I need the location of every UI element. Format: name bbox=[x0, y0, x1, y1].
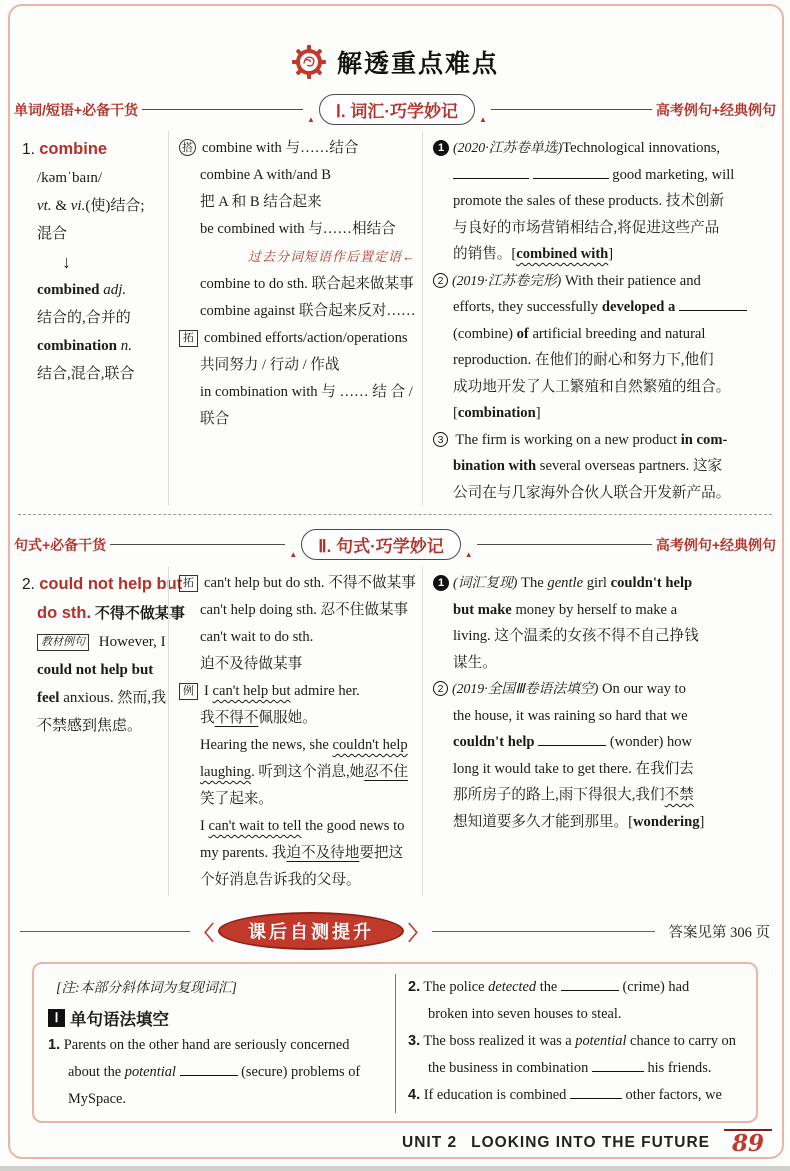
section-divider bbox=[18, 514, 772, 515]
fill-in-blank bbox=[570, 1086, 622, 1099]
text-line: 那所房子的路上,雨下得很大,我们不禁 bbox=[453, 787, 694, 803]
text-line: about the potential (secure) problems of bbox=[68, 1064, 361, 1080]
page-footer bbox=[402, 1129, 772, 1157]
text-line: 想知道要多久才能到那里。[wondering] bbox=[453, 813, 705, 830]
text-line: [combination] bbox=[453, 405, 541, 421]
gear-brain-icon bbox=[291, 44, 327, 80]
part-number-badge: Ⅰ bbox=[48, 1009, 65, 1027]
quiz-questions-left bbox=[48, 1032, 385, 1113]
page-title: 解透重点难点 bbox=[336, 50, 499, 78]
footer-book-title: LOOKING INTO THE FUTURE bbox=[471, 1134, 710, 1151]
banner-line bbox=[20, 931, 190, 932]
text-line: 搭 combine with 与……结合 bbox=[179, 135, 416, 162]
text-line: 拓 can't help but do sth. 不得不做某事 bbox=[179, 570, 416, 597]
text-line: 教材例句 However, I bbox=[22, 628, 162, 656]
text-line: 3 The firm is working on a new product in com- bbox=[433, 427, 768, 454]
sec2-pattern-column bbox=[16, 566, 185, 896]
text-line: my parents. 我迫不及待地要把这 bbox=[200, 845, 404, 861]
text-line: combine to do sth. 联合起来做某事 bbox=[200, 276, 414, 292]
text-line: the house, it was raining so hard that we bbox=[453, 707, 688, 724]
text-line: 1 (2020·江苏卷单选)Technological innovations, bbox=[433, 135, 768, 162]
text-line: 与良好的市场营销相结合,将促进这些产品 bbox=[453, 219, 720, 236]
text-line: living. 这个温柔的女孩不得不自己挣钱 bbox=[453, 628, 699, 644]
text-line: good marketing, will bbox=[433, 162, 768, 189]
text-line: 4. If education is combined other factors, we bbox=[408, 1087, 722, 1103]
section2-title-pill: Ⅱ. 句式·巧学妙记 bbox=[301, 529, 460, 560]
quiz-banner bbox=[20, 912, 770, 950]
text-line: couldn't help (wonder) how bbox=[453, 734, 693, 750]
sec2-phrases-column bbox=[168, 566, 422, 896]
text-line: broken into seven houses to steal. bbox=[428, 1006, 622, 1022]
banner-line bbox=[432, 931, 655, 932]
quiz-box bbox=[32, 962, 758, 1123]
text-line: 1. combine bbox=[22, 140, 108, 158]
section1-right-label: 高考例句+经典例句 bbox=[655, 101, 777, 118]
triangle-icon: ▲ bbox=[306, 115, 315, 124]
section2-content bbox=[16, 566, 774, 896]
text-line: ↓ bbox=[62, 252, 71, 272]
divider-line bbox=[110, 544, 285, 545]
section2-header bbox=[14, 529, 776, 560]
text-line: MySpace. bbox=[68, 1091, 126, 1107]
fill-in-blank bbox=[453, 166, 529, 179]
text-line: 的销售。[combined with] bbox=[453, 246, 614, 262]
text-line: feel anxious. 然而,我 bbox=[37, 690, 167, 706]
text-line: do sth. 不得不做某事 bbox=[37, 604, 185, 622]
fill-in-blank bbox=[538, 733, 606, 746]
text-line: reproduction. 在他们的耐心和努力下,他们 bbox=[453, 352, 714, 368]
sec1-examples-column bbox=[422, 131, 774, 506]
text-line: combined adj. bbox=[37, 282, 127, 298]
text-line: 3. The boss realized it was a potential chance to carry on bbox=[408, 1033, 736, 1049]
section1-left-label: 单词/短语+必备干货 bbox=[14, 101, 139, 118]
text-line: laughing. 听到这个消息,她忍不住 bbox=[200, 764, 408, 780]
text-line: 我不得不佩服她。 bbox=[200, 710, 317, 726]
text-line: bination with several overseas partners. 这家 bbox=[453, 458, 723, 474]
fill-in-blank bbox=[533, 166, 609, 179]
divider-line bbox=[142, 109, 303, 110]
text-line: 混合 bbox=[37, 226, 68, 242]
fill-in-blank bbox=[592, 1059, 644, 1072]
triangle-icon: ▲ bbox=[479, 115, 487, 124]
left-angle-icon: 〈 bbox=[194, 922, 214, 945]
text-line: but make money by herself to make a bbox=[453, 601, 678, 618]
text-line: 谋生。 bbox=[453, 654, 497, 671]
divider-line bbox=[477, 544, 652, 545]
text-line: 笑了起来。 bbox=[200, 791, 273, 807]
text-line: the business in combination his friends. bbox=[428, 1060, 712, 1076]
sec1-phrases-column bbox=[168, 131, 422, 506]
quiz-left-column bbox=[48, 974, 396, 1113]
text-line: combine against 联合起来反对…… bbox=[200, 303, 416, 319]
text-line: Hearing the news, she couldn't help bbox=[200, 737, 408, 753]
text-line: 共同努力 / 行动 / 作战 bbox=[200, 357, 340, 373]
fill-in-blank bbox=[180, 1063, 238, 1076]
text-line: 不禁感到焦虑。 bbox=[37, 718, 143, 734]
page-edge-shadow bbox=[0, 1166, 790, 1171]
page-header bbox=[0, 0, 790, 80]
section2-left-label: 句式+必备干货 bbox=[14, 536, 107, 553]
section2-right-label: 高考例句+经典例句 bbox=[655, 536, 777, 553]
page-number: 89 bbox=[724, 1129, 772, 1157]
text-line: I can't wait to tell the good news to bbox=[200, 818, 405, 834]
text-line: could not help but bbox=[37, 662, 154, 678]
part-title: 单句语法填空 bbox=[70, 1011, 169, 1029]
text-line: combine A with/and B bbox=[200, 167, 331, 183]
text-line: 成功地开发了人工繁殖和自然繁殖的组合。 bbox=[453, 378, 731, 395]
sec2-examples-column bbox=[422, 566, 774, 896]
text-line: 2 (2019·全国Ⅲ卷语法填空) On our way to bbox=[433, 676, 768, 703]
text-line: 联合 bbox=[200, 411, 230, 427]
divider-line bbox=[491, 109, 652, 110]
quiz-right-column bbox=[396, 974, 744, 1113]
text-line: 例 I can't help but admire her. bbox=[179, 678, 416, 705]
quiz-banner-title: 课后自测提升 bbox=[218, 912, 404, 950]
text-line: 迫不及待做某事 bbox=[200, 656, 303, 672]
text-line: /kəmˈbaɪn/ bbox=[37, 170, 102, 186]
text-line: 2 (2019·江苏卷完形) With their patience and bbox=[433, 268, 768, 295]
text-line: 结合,混合,联合 bbox=[37, 366, 135, 382]
text-line: 把 A 和 B 结合起来 bbox=[200, 194, 322, 210]
fill-in-blank bbox=[561, 978, 619, 991]
text-line: 结合的,合并的 bbox=[37, 310, 131, 326]
text-line: [注:本部分斜体词为复现词汇] bbox=[56, 980, 237, 995]
text-line: 拓 combined efforts/action/operations bbox=[179, 325, 416, 352]
text-line: 2. could not help but bbox=[22, 575, 183, 593]
text-line: be combined with 与……相结合 bbox=[200, 221, 396, 237]
text-line: long it would take to get there. 在我们去 bbox=[453, 760, 694, 777]
section1-header bbox=[14, 94, 776, 125]
text-line: efforts, they successfully developed a bbox=[433, 294, 768, 321]
section1-content bbox=[16, 131, 774, 506]
text-line: can't help doing sth. 忍不住做某事 bbox=[200, 602, 409, 618]
right-angle-icon: 〉 bbox=[408, 922, 428, 945]
footer-unit: UNIT 2 bbox=[402, 1134, 458, 1151]
triangle-icon: ▲ bbox=[289, 550, 298, 559]
text-line: promote the sales of these products. 技术创新 bbox=[453, 193, 725, 209]
text-line: in combination with 与 …… 结 合 / bbox=[200, 384, 413, 400]
fill-in-blank bbox=[679, 298, 747, 311]
text-line: 公司在与几家海外合伙人联合开发新产品。 bbox=[453, 484, 731, 501]
text-line: 1. Parents on the other hand are seriously concerned bbox=[48, 1037, 350, 1053]
sec1-word-column bbox=[16, 131, 168, 506]
text-line: (combine) of artificial breeding and natural bbox=[453, 325, 706, 342]
answer-page-note: 答案见第 306 页 bbox=[668, 924, 770, 941]
text-line: 1 (词汇复现) The gentle girl couldn't help bbox=[433, 570, 768, 597]
text-line: 2. The police detected the (crime) had bbox=[408, 979, 690, 995]
quiz-note bbox=[48, 974, 385, 1002]
text-line: combination n. bbox=[37, 338, 133, 354]
quiz-part-heading bbox=[48, 1006, 385, 1030]
text-line: vt. & vi.(使)结合; bbox=[37, 198, 145, 214]
section1-title-pill: Ⅰ. 词汇·巧学妙记 bbox=[319, 94, 475, 125]
triangle-icon: ▲ bbox=[464, 550, 473, 559]
text-line: 过去分词短语作后置定语← bbox=[247, 249, 416, 264]
text-line: 个好消息告诉我的父母。 bbox=[200, 872, 361, 888]
text-line: can't wait to do sth. bbox=[200, 629, 314, 645]
